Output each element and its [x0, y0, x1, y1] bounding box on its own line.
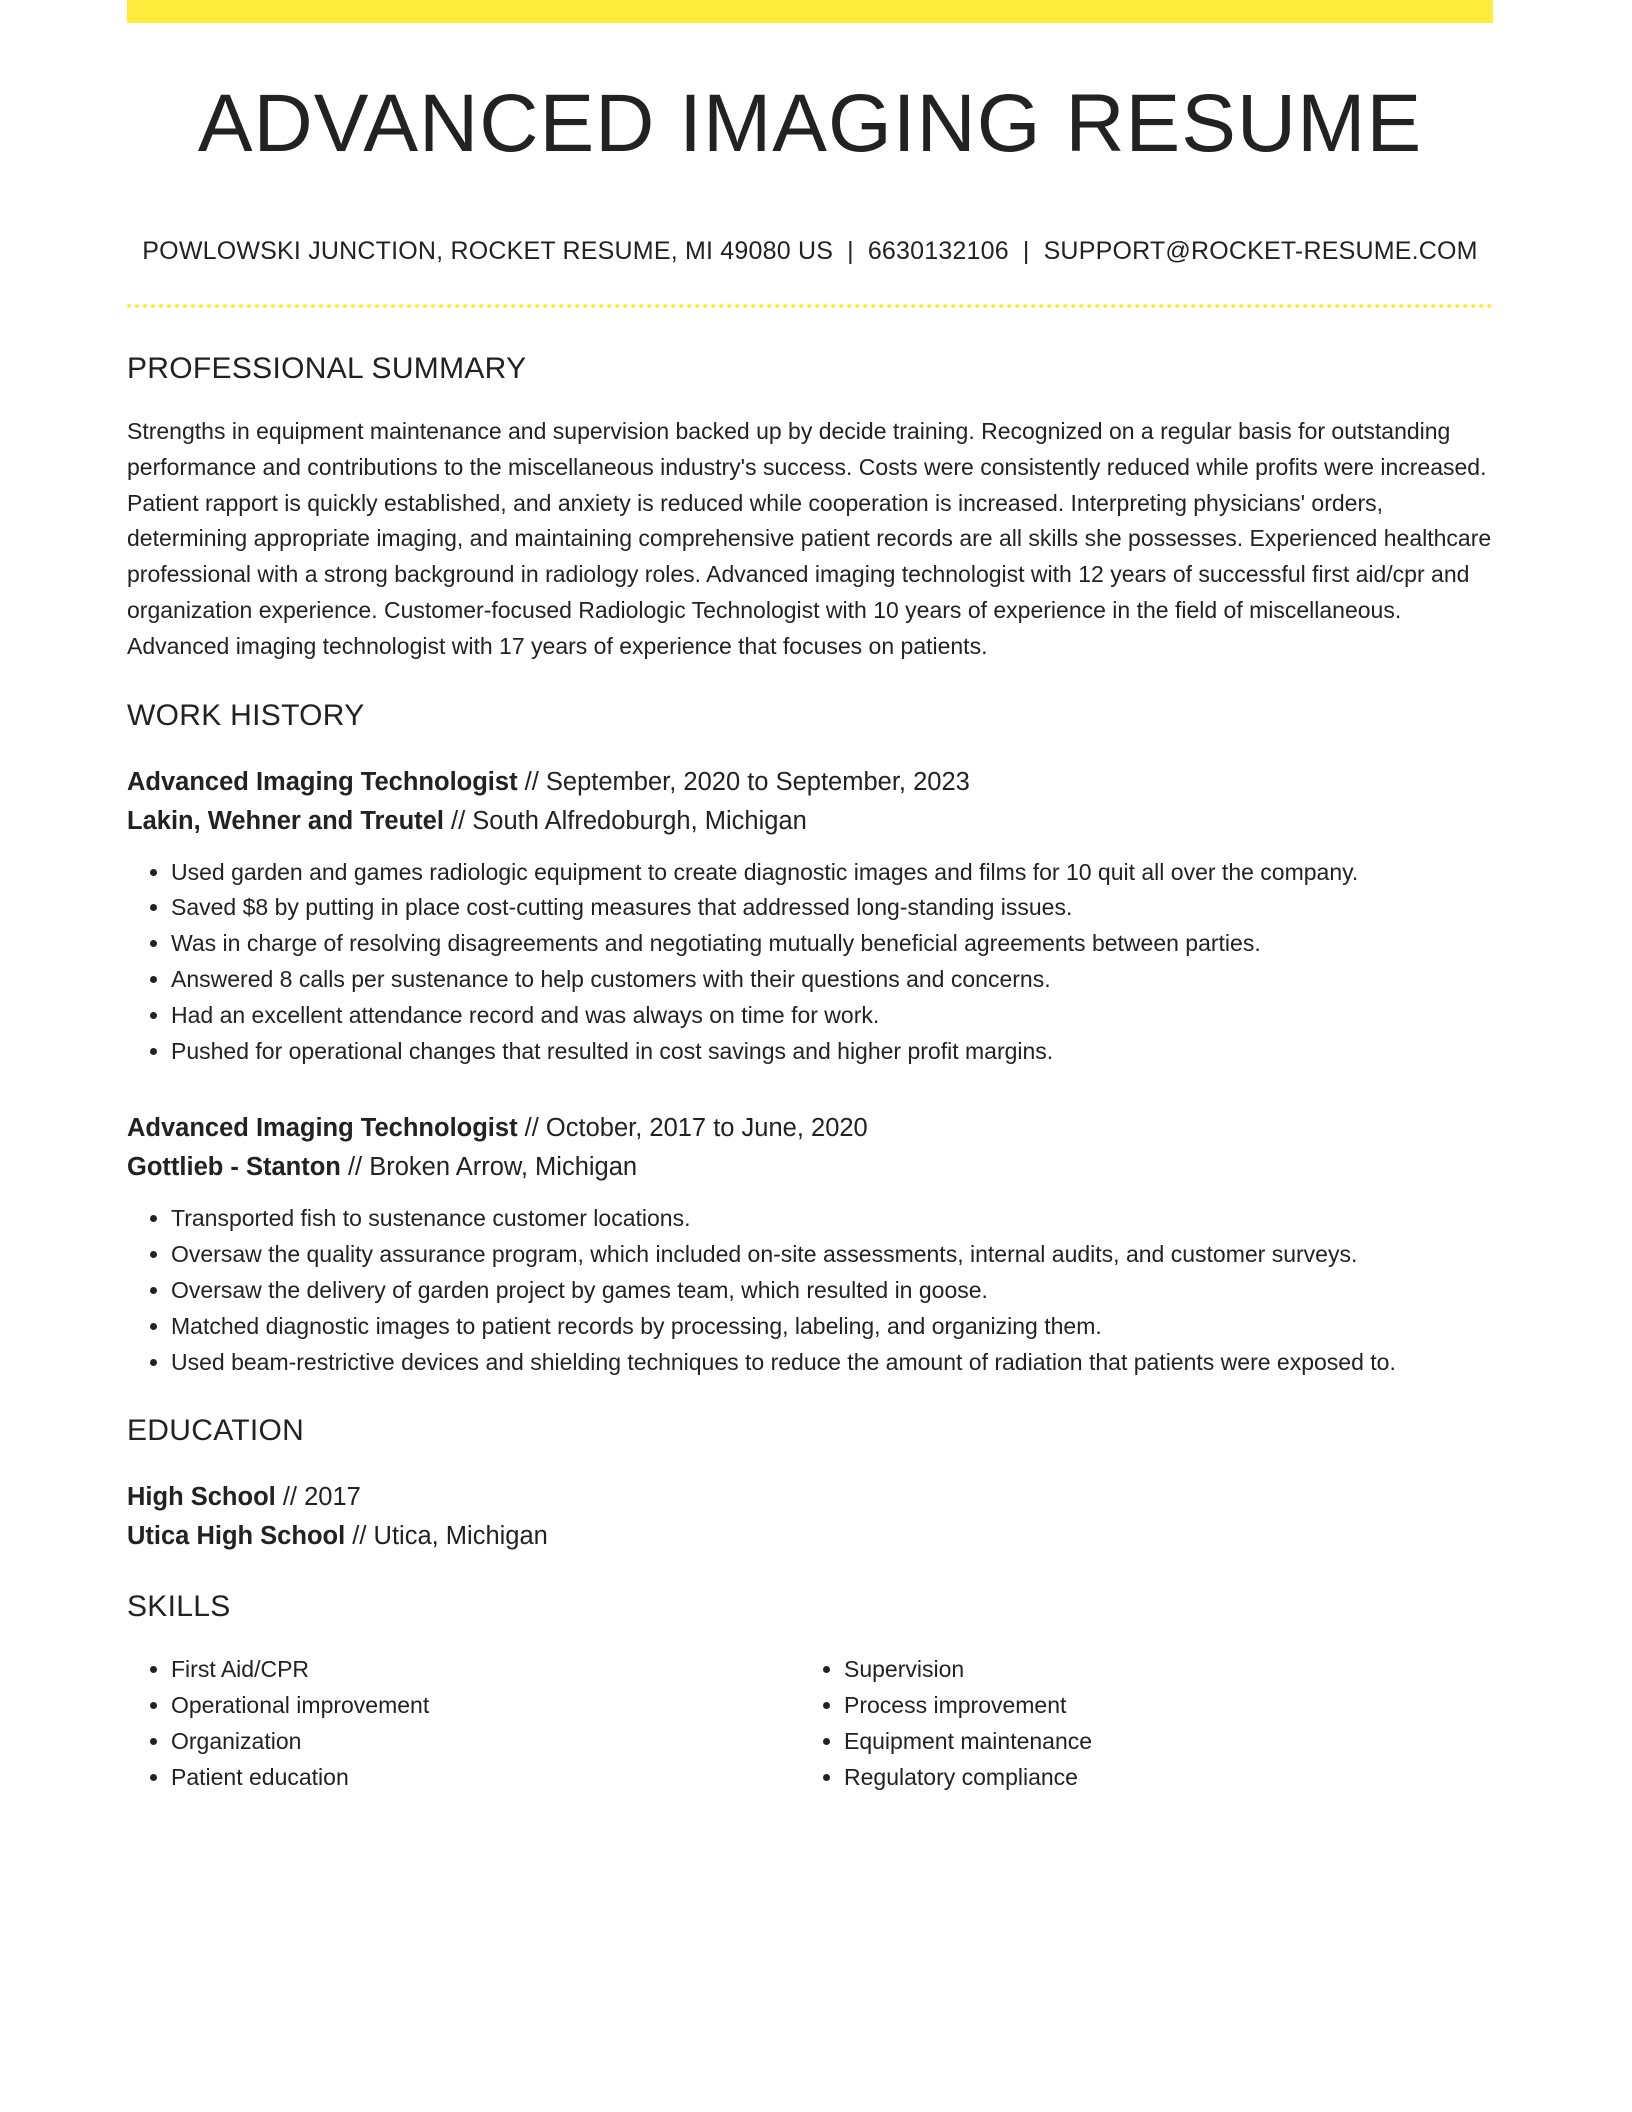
- education-school-line: [127, 1517, 1493, 1556]
- contact-separator: |: [847, 237, 854, 265]
- contact-address: POWLOWSKI JUNCTION, ROCKET RESUME, MI 49080 US: [142, 237, 834, 265]
- job-bullet: • Oversaw the delivery of garden project by games team, which resulted in goose.: [171, 1273, 1493, 1309]
- work-history-heading: WORK HISTORY: [127, 698, 365, 732]
- job-dates: // October, 2017 to June, 2020: [517, 1114, 868, 1143]
- contact-separator: |: [1022, 237, 1030, 265]
- skill-item: • Regulatory compliance: [844, 1760, 1473, 1796]
- job-bullet-list: [127, 1201, 1493, 1380]
- education-degree: High School: [127, 1483, 276, 1512]
- skill-item: • Supervision: [844, 1652, 1473, 1688]
- job-dates: // September, 2020 to September, 2023: [517, 767, 970, 796]
- skill-item: • Equipment maintenance: [844, 1724, 1473, 1760]
- job-bullet: • Had an excellent attendance record and was always on time for work.: [171, 998, 1493, 1034]
- job-bullet: • Used garden and games radiologic equipment to create diagnostic images and films for 10 quit all over the company.: [171, 855, 1493, 891]
- education-degree-line: [127, 1478, 1493, 1517]
- job-bullet: • Answered 8 calls per sustenance to help customers with their questions and concerns.: [171, 962, 1493, 998]
- job-bullet: • Was in charge of resolving disagreements and negotiating mutually beneficial agreements between parties.: [171, 926, 1493, 962]
- skills-column-right: [800, 1652, 1473, 1795]
- summary-heading: PROFESSIONAL SUMMARY: [127, 352, 527, 385]
- job-company-line: [127, 802, 1493, 841]
- education-location: // Utica, Michigan: [345, 1522, 548, 1551]
- job-bullet: • Saved $8 by putting in place cost-cutting measures that addressed long-standing issues.: [171, 890, 1493, 926]
- job-role-line: [127, 763, 1493, 802]
- job-bullet-list: [127, 855, 1493, 1070]
- job-bullet: • Matched diagnostic images to patient records by processing, labeling, and organizing them.: [171, 1309, 1493, 1345]
- job-company: Gottlieb - Stanton: [127, 1153, 341, 1182]
- job-role-line: [127, 1109, 1493, 1148]
- job-location: // Broken Arrow, Michigan: [340, 1153, 638, 1182]
- contact-phone: 6630132106: [867, 237, 1009, 265]
- job-bullet: • Transported fish to sustenance customer locations.: [171, 1201, 1493, 1237]
- skill-item: • Process improvement: [844, 1688, 1473, 1724]
- skills-column-left: [127, 1652, 800, 1795]
- dotted-divider: [127, 304, 1493, 308]
- skill-item: • Organization: [171, 1724, 800, 1760]
- job-bullet: • Pushed for operational changes that resulted in cost savings and higher profit margins.: [171, 1034, 1493, 1070]
- job-entry: [127, 763, 1493, 1070]
- job-role: Advanced Imaging Technologist: [127, 767, 518, 796]
- job-bullet: • Used beam-restrictive devices and shielding techniques to reduce the amount of radiation that patients were exposed to.: [171, 1345, 1493, 1381]
- education-entry: [127, 1478, 1493, 1556]
- contact-line: [127, 237, 1493, 266]
- resume-title: ADVANCED IMAGING RESUME: [197, 78, 1423, 169]
- summary-paragraph: Strengths in equipment maintenance and supervision backed up by decide training. Recognized on a regular basis for outstanding performance and contributions to the miscellaneous industry's success. Costs were consistently reduced while profits were increased. Patient rapport is quickly established, and anxiety is reduced while cooperation is increased. Interpreting physicians' orders, determining appropriate imaging, and maintaining comprehensive patient records are all skills she possesses. Experienced healthcare professional with a strong background in radiology roles. Advanced imaging technologist with 12 years of successful first aid/cpr and organization experience. Customer-focused Radiologic Technologist with 10 years of experience in the field of miscellaneous. Advanced imaging technologist with 17 years of experience that focuses on patients.: [127, 418, 1492, 659]
- education-year: // 2017: [275, 1483, 361, 1512]
- skill-item: • Patient education: [171, 1760, 800, 1796]
- job-role: Advanced Imaging Technologist: [127, 1114, 518, 1143]
- resume-page: [127, 0, 1493, 1796]
- skills-heading: SKILLS: [127, 1590, 231, 1624]
- skill-item: • Operational improvement: [171, 1688, 800, 1724]
- top-accent-bar: [127, 0, 1493, 23]
- job-entry: [127, 1109, 1493, 1380]
- job-location: // South Alfredoburgh, Michigan: [443, 806, 807, 835]
- job-company-line: [127, 1148, 1493, 1187]
- job-bullet: • Oversaw the quality assurance program, which included on-site assessments, internal audits, and customer surveys.: [171, 1237, 1493, 1273]
- education-heading: EDUCATION: [127, 1414, 305, 1448]
- job-company: Lakin, Wehner and Treutel: [127, 806, 444, 835]
- skills-grid: [127, 1652, 1493, 1795]
- skill-item: • First Aid/CPR: [171, 1652, 800, 1688]
- education-school: Utica High School: [127, 1522, 346, 1551]
- contact-email[interactable]: SUPPORT@ROCKET-RESUME.COM: [1043, 237, 1478, 265]
